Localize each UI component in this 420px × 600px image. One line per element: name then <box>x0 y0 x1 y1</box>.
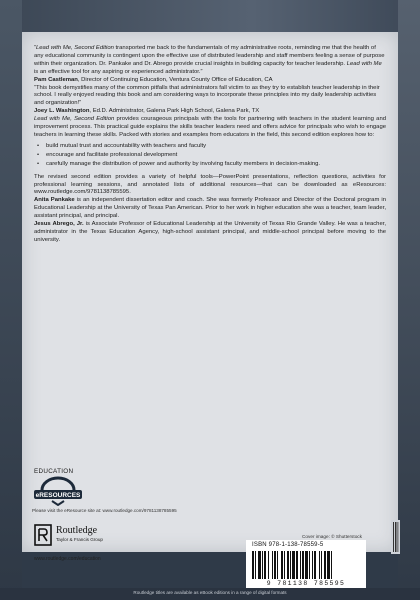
footer-note: Routledge titles are available as eBook editions in a range of digital formats <box>133 590 287 595</box>
barcode-bar <box>252 551 254 579</box>
reviewer-role: , Director of Continuing Education, Ventura County Office of Education, CA <box>77 76 273 83</box>
review-quote-1 <box>34 45 386 85</box>
publisher-url: www.routledge.com/education <box>34 556 101 562</box>
quote-open: “ <box>34 45 36 51</box>
quote-attribution <box>34 77 386 85</box>
spine-barcode-strip <box>391 520 400 554</box>
barcode-bar <box>305 551 308 579</box>
list-item: • encourage and facilitate professional development <box>46 152 386 160</box>
barcode-bar <box>314 551 316 579</box>
barcode-bar <box>319 551 320 579</box>
reviewer-role: , Ed.D. Administrator, Galena Park High School, Galena Park, TX <box>89 108 260 115</box>
blurb-content <box>34 45 386 245</box>
quote-text: transported me back to the fundamentals of my administrative roots, reminding me that the health of any educational community is contingent upon the effective use of distributed leadership and staff members feeling a sense of purpose within their organization. Dr. Pankake and Dr. Abrego provide crucial insights in building capacity for teacher leadership. <box>34 45 385 67</box>
barcode-bar <box>264 551 266 579</box>
cover-frame-top <box>0 0 420 32</box>
eresources-note: Please visit the eResource site at: www.routledge.com/9781138785595 <box>32 508 177 513</box>
barcode-bar <box>272 551 273 579</box>
barcode-bar <box>312 551 313 579</box>
eresources-logo-text: eRESOURCES <box>35 492 81 499</box>
barcode-bar <box>292 551 295 579</box>
barcode-bar <box>290 551 291 579</box>
barcode-bar <box>262 551 263 579</box>
cover-image-credit: Cover image: © Shutterstock <box>302 534 362 539</box>
barcode-bar <box>268 551 269 579</box>
reviewer-name: Joey L. Washington <box>34 108 90 115</box>
reviewer-name: Pam Castleman <box>34 76 78 83</box>
cover-frame-right <box>398 0 420 600</box>
barcode-bar <box>274 551 276 579</box>
barcode-digits: 9 781138 785595 <box>266 580 346 587</box>
barcode-bar <box>277 551 278 579</box>
eresources-logo <box>32 476 84 506</box>
cover-frame-left <box>0 0 22 600</box>
routledge-logo-icon <box>34 524 52 546</box>
barcode-bar <box>287 551 289 579</box>
author-bio-2 <box>34 221 386 245</box>
publisher-block <box>34 524 154 568</box>
barcode-bar <box>284 551 285 579</box>
author-bio-1 <box>34 197 386 221</box>
isbn-label: ISBN 978-1-138-78559-5 <box>252 542 324 548</box>
barcode-bar <box>258 551 261 579</box>
publisher-name: Routledge <box>56 525 98 536</box>
list-item: • build mutual trust and accountability with teachers and faculty <box>46 143 386 151</box>
barcode-bar <box>321 551 322 579</box>
quote-book-title-short: Lead with Me <box>346 60 382 67</box>
barcode-bar <box>331 551 332 579</box>
review-quote-2 <box>34 85 386 117</box>
barcode-bar <box>327 551 330 579</box>
barcode-bar <box>300 551 301 579</box>
description-text: provides courageous principals with the tools for partnering with teachers in the student learning and improvement process. This practical guide explains the skills teacher leaders need and offers advice for principals who wish to engage teachers in learning these skills. Packed with stories and examples from educators in the field, this second edition explores how to: <box>34 116 386 138</box>
subject-category: EDUCATION <box>34 468 74 475</box>
description-book-title: Lead with Me, Second Edition <box>34 116 115 123</box>
book-description <box>34 116 386 140</box>
author-name: Anita Pankake <box>34 197 75 204</box>
barcode-bar <box>255 551 256 579</box>
eresources-description: The revised second edition provides a variety of helpful tools—PowerPoint presentations, reflection questions, activities for professional learning sessions, and annotated lists of additional resources—that can be downloaded as eResources: www.routledge.com/9781138785595. <box>34 173 386 196</box>
author-bio-text: is Associate Professor of Educational Leadership at the University of Texas Rio Grande Valley. He was a teacher, administrator in the Texas Education Agency, high-school assistant principal, and middle-school principal before moving to the university. <box>34 221 386 243</box>
barcode <box>252 551 360 579</box>
barcode-bar <box>302 551 304 579</box>
author-bio-text: is an independent dissertation editor and coach. She was formerly Professor and Director of the Doctoral program in Educational Leadership at the University of Texas Pan American. Prior to her work in higher education she was a teacher, team leader, assistant principal, and principal. <box>34 197 386 220</box>
topics-list <box>34 143 386 169</box>
barcode-bar <box>281 551 283 579</box>
barcode-bar <box>296 551 298 579</box>
quote-book-title: Lead with Me, Second Edition <box>35 45 114 51</box>
quote-text-end: is an effective tool for any aspiring or experienced administrator.” <box>34 68 203 75</box>
list-item: • carefully manage the distribution of power and authority by involving faculty members in decision-making. <box>46 161 386 169</box>
barcode-bar <box>309 551 310 579</box>
quote-attribution <box>34 108 386 116</box>
author-name: Jesus Abrego, Jr. <box>34 221 84 228</box>
publisher-tagline: Taylor & Francis Group <box>56 537 103 542</box>
quote-text: “This book demystifies many of the common pitfalls that administrators fall victim to as they try to establish teacher leadership in their school. I really enjoyed reading this book and am considering ways to incorporate these principles into my daily leadership activities and organization!” <box>34 84 380 107</box>
barcode-bar <box>324 551 326 579</box>
